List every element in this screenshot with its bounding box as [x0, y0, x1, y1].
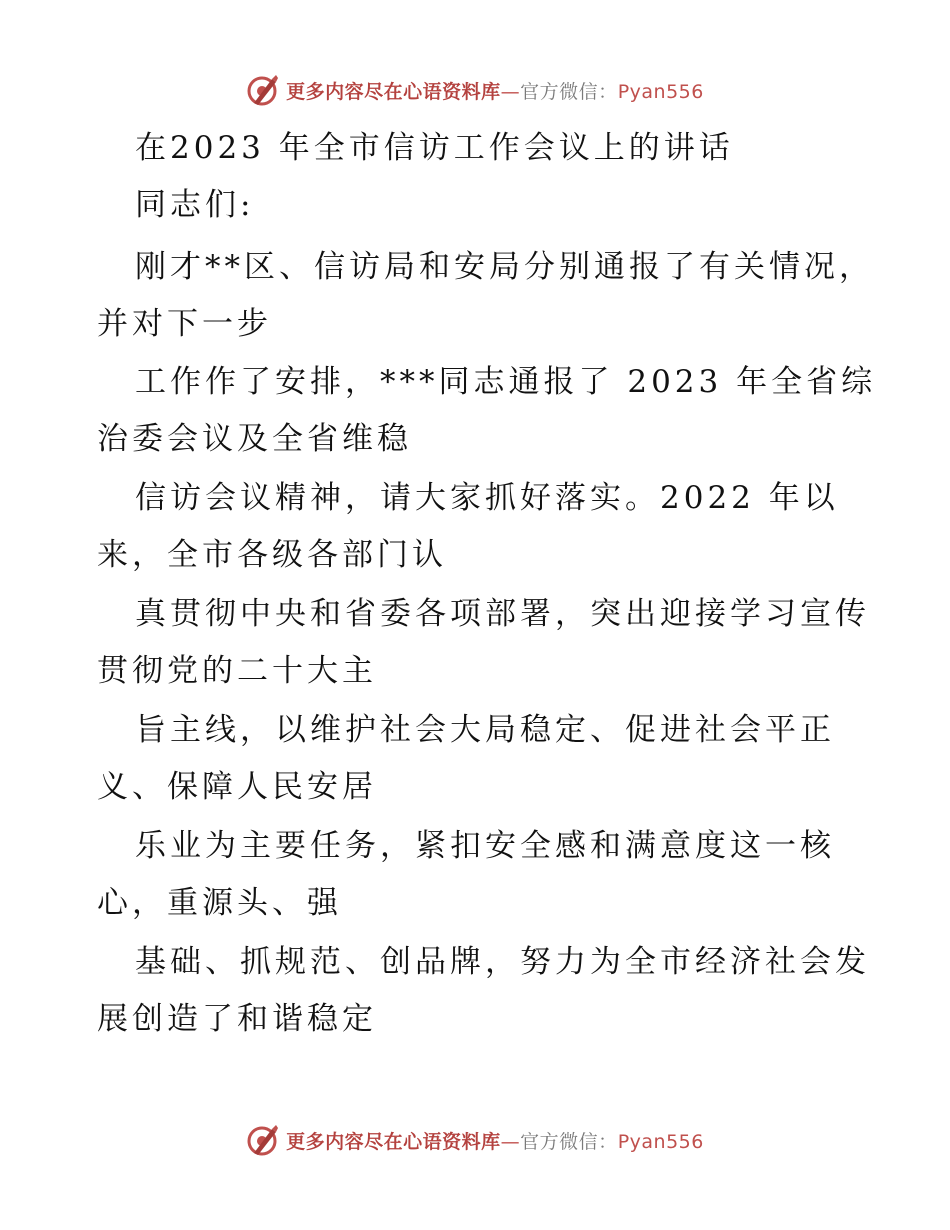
banner-separator: — — [500, 80, 521, 103]
banner-middle: 官方微信： — [520, 80, 618, 103]
banner-text — [286, 77, 704, 104]
banner-prefix: 更多内容尽在心语资料库 — [286, 1130, 501, 1153]
doc-line: 来，全市各级各部门认 — [97, 537, 447, 573]
doc-line: 工作作了安排，***同志通报了 2023 年全省综 — [135, 364, 877, 400]
doc-line: 真贯彻中央和省委各项部署，突出迎接学习宣传 — [135, 596, 870, 632]
pen-logo-icon — [246, 1123, 280, 1157]
header-banner — [0, 70, 950, 110]
banner-text — [286, 1127, 704, 1154]
doc-line: 心，重源头、强 — [97, 885, 342, 921]
banner-separator: — — [500, 1130, 521, 1153]
doc-line: 义、保障人民安居 — [97, 769, 377, 805]
banner-wechat-id: Pyan556 — [617, 80, 704, 103]
doc-line: 展创造了和谐稳定 — [97, 1001, 377, 1037]
doc-line: 并对下一步 — [97, 306, 272, 342]
doc-line: 基础、抓规范、创品牌，努力为全市经济社会发 — [135, 944, 870, 980]
pen-logo-icon — [246, 73, 280, 107]
doc-line: 信访会议精神，请大家抓好落实。2022 年以 — [135, 480, 839, 516]
doc-greeting: 同志们: — [135, 187, 255, 223]
doc-title: 在2023 年全市信访工作会议上的讲话 — [135, 130, 734, 166]
doc-line: 旨主线，以维护社会大局稳定、促进社会平正 — [135, 712, 835, 748]
doc-line: 治委会议及全省维稳 — [97, 421, 412, 457]
banner-middle: 官方微信： — [520, 1130, 618, 1153]
doc-line: 贯彻党的二十大主 — [97, 653, 377, 689]
banner-prefix: 更多内容尽在心语资料库 — [286, 80, 501, 103]
doc-line: 乐业为主要任务，紧扣安全感和满意度这一核 — [135, 828, 835, 864]
banner-wechat-id: Pyan556 — [617, 1130, 704, 1153]
footer-banner — [0, 1120, 950, 1160]
doc-line: 刚才**区、信访局和安局分别通报了有关情况， — [135, 249, 874, 285]
